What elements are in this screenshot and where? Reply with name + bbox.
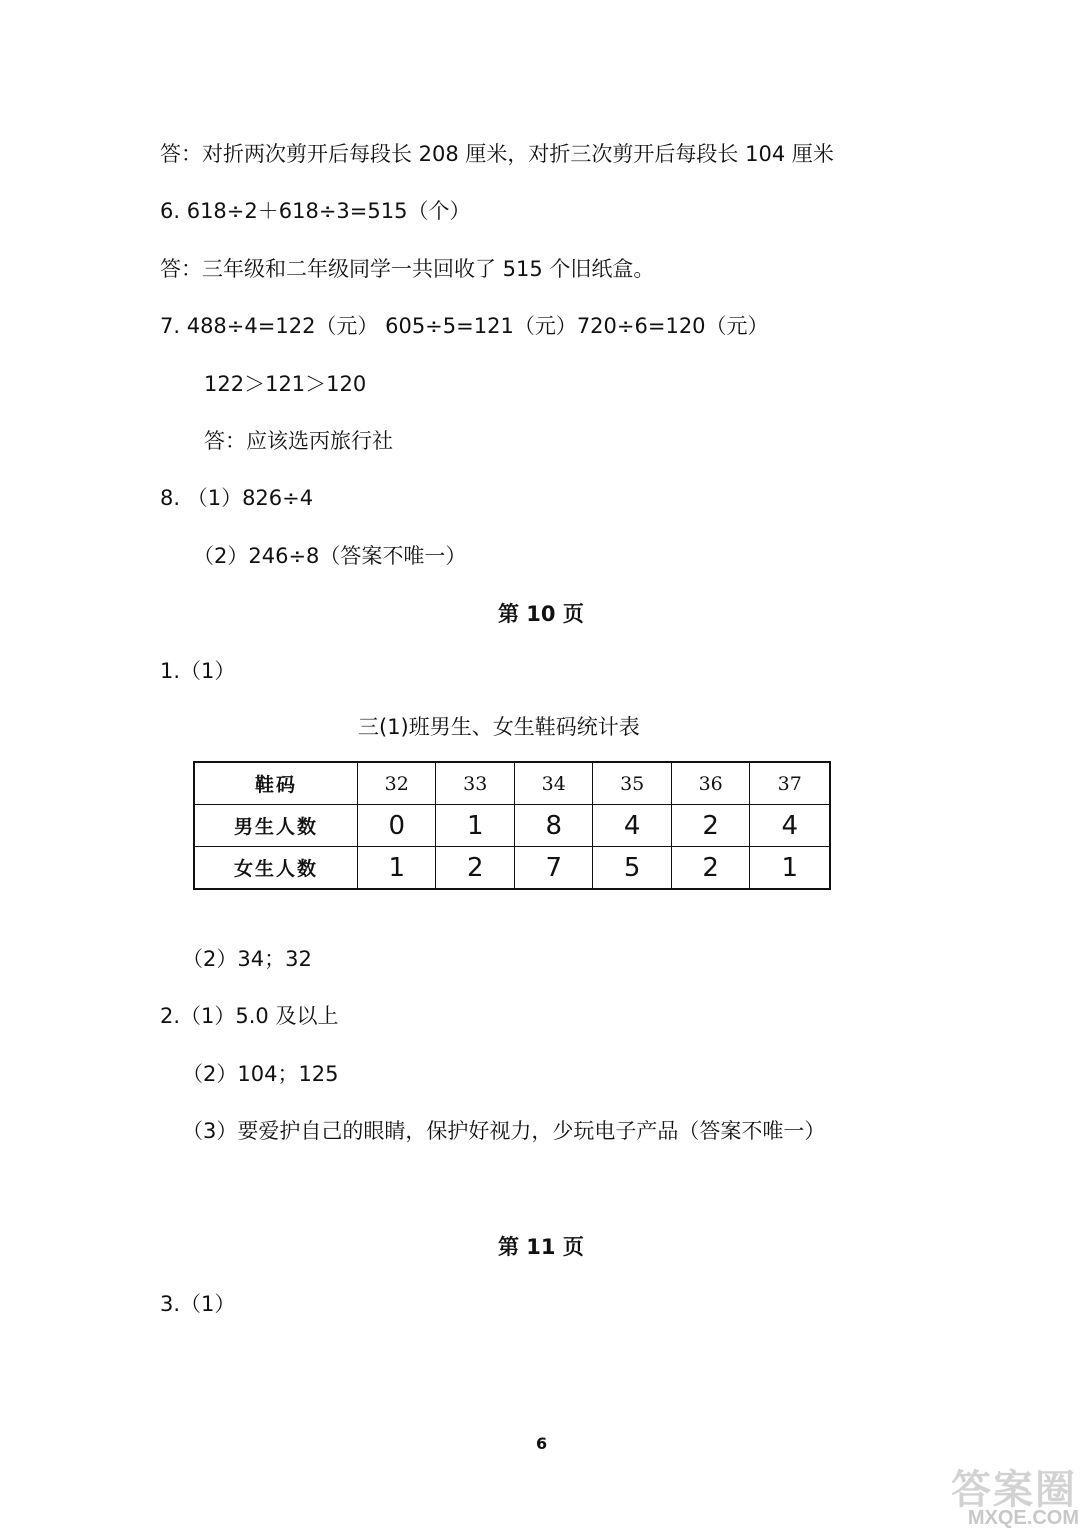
girls-count-cell: 1 [750,847,830,890]
p10-q2-part3: （3）要爱护自己的眼睛，保护好视力，少玩电子产品（答案不唯一） [182,1119,826,1143]
page-10-heading: 第 10 页 [498,602,584,626]
page-number: 6 [536,1434,548,1453]
q7-answer: 答：应该选丙旅行社 [204,429,393,453]
size-cell: 34 [514,762,592,805]
answer-fold-line: 答：对折两次剪开后每段长 208 厘米，对折三次剪开后每段长 104 厘米 [160,142,834,166]
p10-q1-part2: （2）34；32 [182,947,312,971]
watermark-domain: MXQE.COM [967,1507,1079,1529]
size-cell: 36 [671,762,749,805]
boys-label: 男生人数 [194,805,358,847]
q8-part2: （2）246÷8（答案不唯一） [193,544,467,568]
shoe-size-table [193,761,831,890]
boys-count-cell: 2 [671,805,749,847]
size-cell: 32 [358,762,436,805]
boys-count-cell: 4 [750,805,830,847]
table-row-girls [194,847,830,890]
girls-count-cell: 7 [514,847,592,890]
girls-count-cell: 2 [671,847,749,890]
girls-count-cell: 5 [593,847,671,890]
q8-part1: 8. （1）826÷4 [160,486,314,510]
q7-comparison: 122＞121＞120 [204,372,367,396]
p10-q2-part2: （2）104；125 [182,1062,339,1086]
girls-count-cell: 2 [436,847,514,890]
q6-equation: 6. 618÷2＋618÷3=515（个） [160,199,471,223]
watermark-text: 答案圈 [951,1467,1077,1513]
girls-count-cell: 1 [358,847,436,890]
table-header-label: 鞋码 [194,762,358,805]
size-cell: 33 [436,762,514,805]
page-11-heading: 第 11 页 [498,1235,584,1259]
q7-equations: 7. 488÷4=122（元） 605÷5=121（元）720÷6=120（元） [160,314,769,338]
p11-q3-part1: 3.（1） [160,1292,236,1316]
boys-count-cell: 0 [358,805,436,847]
boys-count-cell: 1 [436,805,514,847]
watermark-logo [935,1458,1085,1532]
girls-label: 女生人数 [194,847,358,890]
size-cell: 37 [750,762,830,805]
table-row-boys [194,805,830,847]
table-caption: 三(1)班男生、女生鞋码统计表 [358,715,640,739]
table-row-sizes [194,762,830,805]
size-cell: 35 [593,762,671,805]
q6-answer: 答：三年级和二年级同学一共回收了 515 个旧纸盒。 [160,257,655,281]
p10-q2-part1: 2.（1）5.0 及以上 [160,1004,339,1028]
boys-count-cell: 4 [593,805,671,847]
p10-q1-part1: 1.（1） [160,659,236,683]
boys-count-cell: 8 [514,805,592,847]
